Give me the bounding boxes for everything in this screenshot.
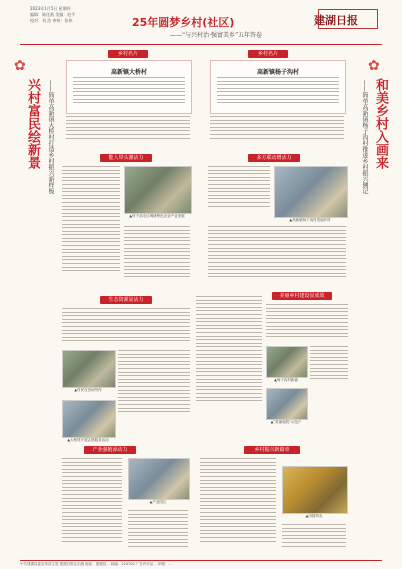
left-feature-headline: 兴村富民绘新景	[25, 78, 40, 169]
masthead	[0, 0, 402, 46]
decor-flower-icon: ✿	[14, 58, 26, 74]
photo-courtyard	[266, 388, 308, 420]
article-text	[310, 346, 348, 386]
article-text	[118, 350, 190, 420]
masthead-info	[30, 6, 130, 24]
masthead-info-line: 校对：刘 浩 审核：张伟	[30, 18, 73, 23]
masthead-info-line: 2023年1月5日 星期四	[30, 6, 71, 11]
section-label: 美丽乡村建设显成效	[272, 292, 332, 300]
article-text	[62, 308, 190, 348]
section-label: 乡村名片	[108, 50, 148, 58]
photo-new-look	[266, 346, 308, 378]
article-text	[208, 166, 270, 216]
photo-activity	[62, 400, 116, 438]
article-text	[66, 116, 190, 146]
photo-industry	[128, 458, 190, 500]
section-label: 多方联动增活力	[248, 154, 300, 162]
masthead-subtitle: ——“与兴村治·强富美乡”五年答卷	[170, 32, 263, 39]
photo-village	[274, 166, 348, 218]
decor-flower-icon: ✿	[368, 58, 380, 74]
article-text	[200, 458, 276, 554]
masthead-title: 25年圆梦乡村(社区)	[132, 16, 235, 29]
village-card-right	[210, 60, 346, 114]
village-card-text	[73, 77, 185, 109]
photo-caption: ▲“美丽庭院”示范户	[270, 420, 302, 424]
photo-fields	[282, 466, 348, 514]
masthead-divider	[20, 44, 382, 45]
photo-caption: ▲产业园区	[149, 500, 167, 504]
photo-caption: ▲田园风光	[305, 514, 323, 518]
article-text	[196, 296, 262, 416]
article-text	[266, 304, 348, 344]
photo-farming	[62, 350, 116, 388]
photo-caption: ▲村民在田间劳作	[74, 388, 102, 392]
section-label: 生态资源显活力	[100, 296, 152, 304]
right-feature-subheadline: ——简单高新镇杨子沟村推进乡村振兴侧记	[361, 80, 368, 194]
article-text	[128, 510, 188, 554]
article-text	[282, 524, 346, 554]
article-text	[210, 116, 344, 146]
photo-caption: ▲大桥村开展志愿服务活动	[67, 438, 109, 442]
right-feature-headline: 和美乡村入画来	[373, 78, 388, 169]
section-label: 乡村名片	[248, 50, 288, 58]
photo-volunteer	[124, 166, 192, 214]
village-card-text	[217, 77, 339, 109]
article-text	[62, 166, 120, 286]
photo-caption: ▲杨子沟村新貌	[274, 378, 298, 382]
page-footer: 中共建湖县委宣传部主管 建湖日报社出版 地址：建湖县… 邮编：224700 广告许可证… 印刷：…	[20, 560, 382, 567]
article-text	[208, 226, 346, 286]
masthead-info-line: 编辑：陈佳燕 美编：赵平	[30, 12, 76, 17]
section-label: 能人带头激活力	[100, 154, 152, 162]
photo-caption: ▲村干部走访调研特色农业产业发展	[129, 214, 185, 218]
section-label: 产业强链添动力	[84, 446, 136, 454]
village-card-left	[66, 60, 192, 114]
masthead-logo: 建湖日报	[314, 14, 358, 27]
photo-caption: ▲高新镇杨子沟村美丽乡村	[289, 218, 331, 222]
article-text	[124, 226, 190, 286]
village-card-title: 高新镇杨子沟村	[256, 69, 299, 76]
article-text	[62, 458, 122, 554]
village-card-title: 高新镇大桥村	[110, 69, 147, 76]
left-feature-subheadline: ——简单高新镇大桥村打造乡村振兴新样板	[47, 80, 54, 194]
section-label: 乡村振兴新篇章	[244, 446, 300, 454]
